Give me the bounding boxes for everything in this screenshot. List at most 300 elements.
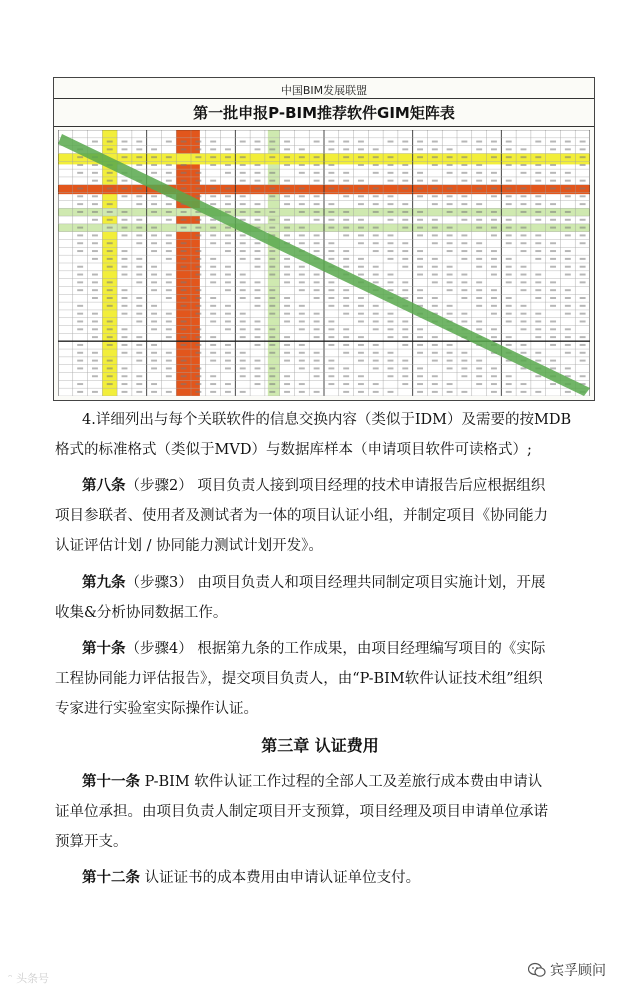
cell-mark [328, 360, 334, 362]
cell-mark [166, 321, 172, 323]
article-8-line-2: 项目参联者、使用者及测试者为一体的项目认证小组，并制定项目《协同能力 [55, 508, 548, 524]
cell-mark [417, 266, 423, 268]
cell-mark [299, 305, 305, 307]
cell-mark [565, 172, 571, 174]
cell-mark [314, 250, 320, 252]
cell-mark [240, 367, 246, 369]
cell-mark [122, 305, 128, 307]
cell-mark [269, 156, 275, 158]
cell-mark [461, 297, 467, 299]
cell-mark [373, 305, 379, 307]
cell-mark [550, 266, 556, 268]
cell-mark [417, 250, 423, 252]
cell-mark [195, 266, 201, 268]
cell-mark [255, 219, 261, 221]
cell-mark [388, 156, 394, 158]
cell-mark [580, 164, 586, 166]
cell-mark [550, 367, 556, 369]
cell-mark [521, 281, 527, 283]
article-9-line-2: 收集&分析协同数据工作。 [55, 605, 228, 621]
cell-mark [136, 360, 142, 362]
cell-mark [269, 227, 275, 229]
cell-mark [240, 172, 246, 174]
cell-mark [181, 281, 187, 283]
cell-mark [373, 195, 379, 197]
cell-mark [402, 328, 408, 330]
cell-mark [343, 188, 349, 190]
cell-mark [388, 321, 394, 323]
cell-mark [506, 227, 512, 229]
cell-mark [284, 344, 290, 346]
cell-mark [417, 344, 423, 346]
cell-mark [284, 352, 290, 354]
cell-mark [580, 352, 586, 354]
cell-mark [461, 156, 467, 158]
cell-mark [535, 321, 541, 323]
cell-mark [225, 234, 231, 236]
cell-mark [565, 274, 571, 276]
cell-mark [151, 195, 157, 197]
cell-mark [550, 188, 556, 190]
cell-mark [225, 164, 231, 166]
cell-mark [299, 367, 305, 369]
cell-mark [166, 156, 172, 158]
cell-mark [432, 336, 438, 338]
cell-mark [491, 227, 497, 229]
cell-mark [358, 336, 364, 338]
cell-mark [136, 344, 142, 346]
cell-mark [521, 250, 527, 252]
cell-mark [166, 219, 172, 221]
cell-mark [432, 297, 438, 299]
cell-mark [447, 242, 453, 244]
cell-mark [181, 360, 187, 362]
cell-mark [122, 211, 128, 213]
cell-mark [210, 234, 216, 236]
cell-mark [565, 266, 571, 268]
cell-mark [432, 164, 438, 166]
cell-mark [521, 391, 527, 393]
cell-mark [195, 375, 201, 377]
cell-mark [506, 313, 512, 315]
cell-mark [210, 336, 216, 338]
cell-mark [122, 258, 128, 260]
cell-mark [432, 148, 438, 150]
cell-mark [373, 367, 379, 369]
cell-mark [151, 203, 157, 205]
cell-mark [181, 297, 187, 299]
cell-mark [77, 203, 83, 205]
cell-mark [565, 195, 571, 197]
cell-mark [240, 203, 246, 205]
cell-mark [447, 188, 453, 190]
cell-mark [358, 274, 364, 276]
cell-mark [402, 211, 408, 213]
cell-mark [491, 336, 497, 338]
cell-mark [521, 321, 527, 323]
cell-mark [195, 258, 201, 260]
cell-mark [240, 352, 246, 354]
cell-mark [136, 391, 142, 393]
cell-mark [225, 289, 231, 291]
cell-mark [92, 297, 98, 299]
cell-mark [388, 281, 394, 283]
cell-mark [521, 305, 527, 307]
cell-mark [476, 305, 482, 307]
cell-mark [299, 313, 305, 315]
cell-mark [136, 195, 142, 197]
cell-mark [491, 266, 497, 268]
cell-mark [565, 305, 571, 307]
cell-mark [506, 242, 512, 244]
cell-mark [461, 172, 467, 174]
cell-mark [92, 211, 98, 213]
cell-mark [255, 148, 261, 150]
cell-mark [92, 289, 98, 291]
cell-mark [122, 352, 128, 354]
cell-mark [461, 281, 467, 283]
cell-mark [181, 328, 187, 330]
cell-mark [255, 375, 261, 377]
cell-mark [328, 141, 334, 143]
cell-mark [314, 336, 320, 338]
cell-mark [476, 211, 482, 213]
cell-mark [255, 360, 261, 362]
cell-mark [402, 375, 408, 377]
cell-mark [535, 375, 541, 377]
watermark-right [528, 960, 606, 980]
cell-mark [122, 141, 128, 143]
cell-mark [240, 234, 246, 236]
cell-mark [181, 375, 187, 377]
cell-mark [447, 148, 453, 150]
cell-mark [476, 289, 482, 291]
cell-mark [461, 180, 467, 182]
cell-mark [166, 242, 172, 244]
cell-mark [343, 344, 349, 346]
cell-mark [535, 180, 541, 182]
cell-mark [151, 227, 157, 229]
cell-mark [107, 180, 113, 182]
cell-mark [255, 297, 261, 299]
cell-mark [136, 188, 142, 190]
cell-mark [299, 352, 305, 354]
cell-mark [328, 242, 334, 244]
cell-mark [269, 141, 275, 143]
cell-mark [476, 250, 482, 252]
cell-mark [269, 258, 275, 260]
cell-mark [136, 305, 142, 307]
cell-mark [358, 242, 364, 244]
cell-mark [195, 156, 201, 158]
cell-mark [491, 297, 497, 299]
cell-mark [255, 242, 261, 244]
cell-mark [107, 321, 113, 323]
cell-mark [580, 360, 586, 362]
cell-mark [417, 219, 423, 221]
cell-mark [92, 336, 98, 338]
cell-mark [166, 234, 172, 236]
cell-mark [417, 258, 423, 260]
cell-mark [181, 250, 187, 252]
cell-mark [580, 188, 586, 190]
cell-mark [521, 211, 527, 213]
cell-mark [402, 227, 408, 229]
cell-mark [432, 274, 438, 276]
cell-mark [461, 258, 467, 260]
cell-mark [284, 258, 290, 260]
cell-mark [402, 360, 408, 362]
cell-mark [195, 180, 201, 182]
cell-mark [136, 156, 142, 158]
cell-mark [506, 258, 512, 260]
cell-mark [402, 344, 408, 346]
cell-mark [195, 367, 201, 369]
cell-mark [580, 141, 586, 143]
cell-mark [107, 211, 113, 213]
cell-mark [521, 156, 527, 158]
cell-mark [314, 274, 320, 276]
cell-mark [388, 367, 394, 369]
cell-mark [535, 281, 541, 283]
cell-mark [299, 227, 305, 229]
cell-mark [92, 242, 98, 244]
cell-mark [240, 258, 246, 260]
cell-mark [107, 188, 113, 190]
cell-mark [373, 148, 379, 150]
cell-mark [388, 375, 394, 377]
cell-mark [240, 164, 246, 166]
cell-mark [284, 180, 290, 182]
cell-mark [107, 219, 113, 221]
cell-mark [402, 164, 408, 166]
cell-mark [269, 297, 275, 299]
cell-mark [447, 289, 453, 291]
cell-mark [107, 336, 113, 338]
cell-mark [166, 360, 172, 362]
cell-mark [166, 375, 172, 377]
divider [54, 126, 594, 127]
cell-mark [255, 367, 261, 369]
cell-mark [328, 211, 334, 213]
cell-mark [195, 195, 201, 197]
cell-mark [151, 360, 157, 362]
cell-mark [328, 172, 334, 174]
item-4-line-2: 格式的标准格式（类似于MVD）与数据库样本（申请项目软件可读格式）; [55, 442, 532, 458]
cell-mark [432, 375, 438, 377]
cell-mark [299, 391, 305, 393]
cell-mark [461, 211, 467, 213]
feather-icon: ᵔ [8, 972, 13, 985]
chapter-heading: 第三章 认证费用 [261, 736, 379, 755]
cell-mark [580, 195, 586, 197]
cell-mark [447, 156, 453, 158]
cell-mark [314, 195, 320, 197]
cell-mark [521, 328, 527, 330]
cell-mark [284, 227, 290, 229]
cell-mark [328, 164, 334, 166]
cell-mark [195, 391, 201, 393]
cell-mark [491, 234, 497, 236]
cell-mark [240, 141, 246, 143]
cell-mark [343, 297, 349, 299]
cell-mark [122, 383, 128, 385]
cell-mark [461, 203, 467, 205]
cell-mark [181, 172, 187, 174]
cell-mark [417, 227, 423, 229]
cell-mark [255, 266, 261, 268]
cell-mark [580, 234, 586, 236]
cell-mark [225, 172, 231, 174]
cell-mark [417, 141, 423, 143]
cell-mark [328, 289, 334, 291]
cell-mark [402, 172, 408, 174]
cell-mark [122, 148, 128, 150]
cell-mark [521, 188, 527, 190]
cell-mark [358, 375, 364, 377]
cell-mark [122, 234, 128, 236]
cell-mark [240, 195, 246, 197]
cell-mark [476, 281, 482, 283]
watermark-left-text: 头条号 [16, 972, 50, 985]
cell-mark [476, 328, 482, 330]
cell-mark [402, 266, 408, 268]
cell-mark [491, 274, 497, 276]
cell-mark [535, 164, 541, 166]
cell-mark [580, 313, 586, 315]
cell-mark [373, 242, 379, 244]
cell-mark [136, 219, 142, 221]
cell-mark [358, 344, 364, 346]
cell-mark [210, 227, 216, 229]
cell-mark [535, 172, 541, 174]
cell-mark [535, 360, 541, 362]
cell-mark [447, 250, 453, 252]
cell-mark [491, 211, 497, 213]
cell-mark [181, 164, 187, 166]
cell-mark [77, 274, 83, 276]
cell-mark [284, 360, 290, 362]
cell-mark [107, 242, 113, 244]
cell-mark [491, 305, 497, 307]
cell-mark [181, 180, 187, 182]
cell-mark [550, 250, 556, 252]
cell-mark [195, 172, 201, 174]
matrix-table [58, 130, 590, 396]
cell-mark [181, 305, 187, 307]
cell-mark [402, 321, 408, 323]
cell-mark [225, 344, 231, 346]
article-11-line-1: P-BIM 软件认证工作过程的全部人工及差旅行成本费由申请认 [140, 774, 543, 790]
cell-mark [521, 234, 527, 236]
cell-mark [535, 391, 541, 393]
cell-mark [535, 297, 541, 299]
article-8-heading: 第八条 [82, 477, 126, 494]
cell-mark [447, 352, 453, 354]
cell-mark [166, 203, 172, 205]
cell-mark [447, 227, 453, 229]
cell-mark [343, 352, 349, 354]
cell-mark [225, 321, 231, 323]
cell-mark [181, 219, 187, 221]
cell-mark [122, 328, 128, 330]
cell-mark [122, 344, 128, 346]
cell-mark [565, 156, 571, 158]
cell-mark [225, 242, 231, 244]
cell-mark [388, 328, 394, 330]
cell-mark [432, 203, 438, 205]
cell-mark [299, 328, 305, 330]
cell-mark [535, 203, 541, 205]
cell-mark [255, 321, 261, 323]
cell-mark [136, 321, 142, 323]
cell-mark [491, 219, 497, 221]
article-12 [82, 866, 420, 887]
cell-mark [521, 203, 527, 205]
cell-mark [269, 375, 275, 377]
cell-mark [417, 297, 423, 299]
cell-mark [506, 321, 512, 323]
cell-mark [107, 344, 113, 346]
cell-mark [136, 352, 142, 354]
cell-mark [565, 328, 571, 330]
cell-mark [284, 313, 290, 315]
cell-mark [225, 352, 231, 354]
cell-mark [461, 375, 467, 377]
cell-mark [77, 344, 83, 346]
cell-mark [343, 227, 349, 229]
cell-mark [328, 336, 334, 338]
article-10-heading: 第十条 [82, 640, 126, 657]
cell-mark [447, 305, 453, 307]
cell-mark [181, 266, 187, 268]
cell-mark [417, 336, 423, 338]
cell-mark [269, 305, 275, 307]
cell-mark [506, 305, 512, 307]
cell-mark [136, 297, 142, 299]
cell-mark [580, 321, 586, 323]
cell-mark [136, 234, 142, 236]
cell-mark [210, 258, 216, 260]
cell-mark [388, 313, 394, 315]
cell-mark [328, 383, 334, 385]
cell-mark [299, 234, 305, 236]
cell-mark [92, 250, 98, 252]
cell-mark [550, 281, 556, 283]
cell-mark [447, 234, 453, 236]
cell-mark [461, 391, 467, 393]
cell-mark [77, 305, 83, 307]
cell-mark [151, 383, 157, 385]
cell-mark [122, 336, 128, 338]
cell-mark [565, 234, 571, 236]
cell-mark [343, 367, 349, 369]
cell-mark [580, 219, 586, 221]
cell-mark [476, 141, 482, 143]
cell-mark [550, 172, 556, 174]
figure-title: 第一批申报P-BIM推荐软件GIM矩阵表 [193, 104, 455, 122]
cell-mark [402, 281, 408, 283]
cell-mark [328, 281, 334, 283]
cell-mark [284, 266, 290, 268]
cell-mark [225, 305, 231, 307]
cell-mark [476, 383, 482, 385]
cell-mark [314, 352, 320, 354]
cell-mark [284, 375, 290, 377]
cell-mark [107, 172, 113, 174]
cell-mark [491, 328, 497, 330]
cell-mark [388, 391, 394, 393]
